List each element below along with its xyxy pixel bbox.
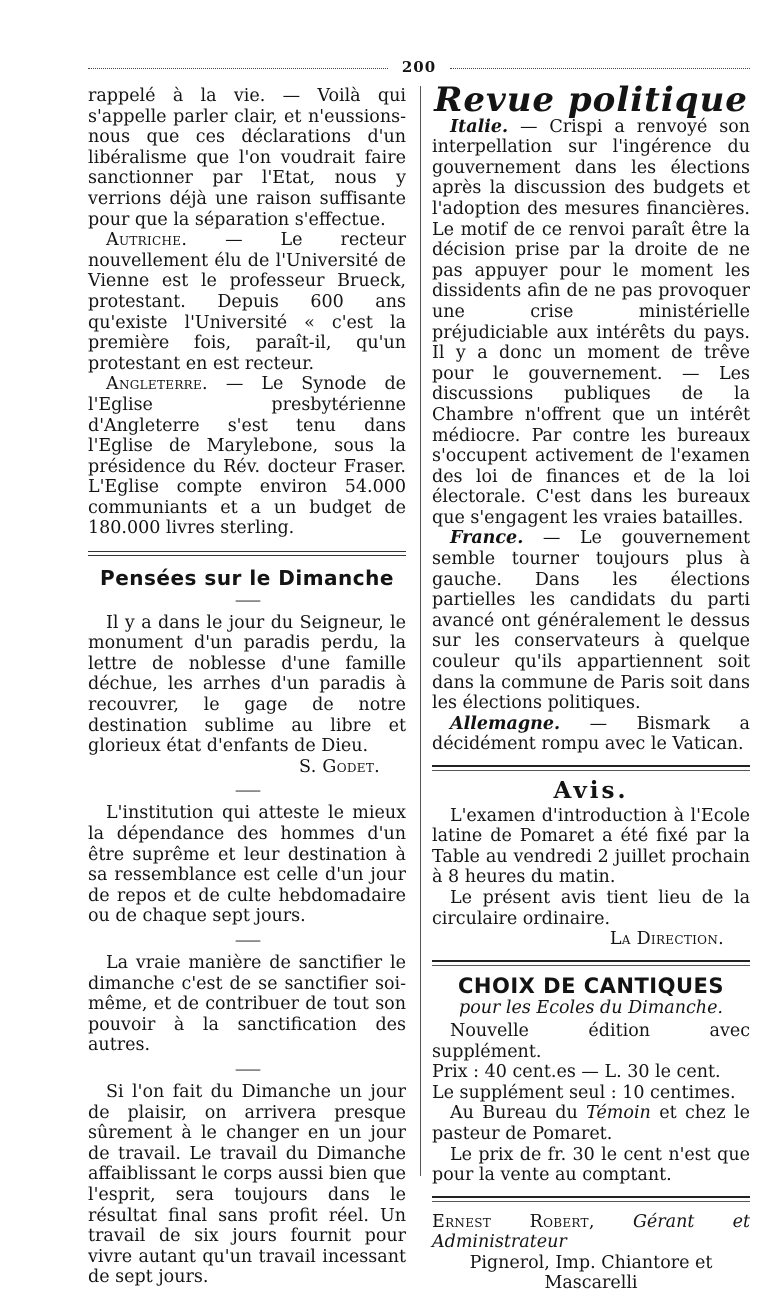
choix-line-2: Prix : 40 cent.es — L. 30 le cent. [432,1062,721,1083]
pensees-paragraph-2: L'institution qui atteste le mieux la dépendance des hommes d'un être suprême et leur destination à sa ressemblance est celle d'un jour de repos et de culte hebdomadaire ou de chaque sept jours. [88,803,406,927]
left-column [88,86,406,1288]
angleterre-text: — Le Synode de l'Eglise presbytérienne d'Angleterre s'est tenu dans l'Eglise de Marylebone, sous la présidence du Rév. docteur Fraser. L'Eglise compte environ 54.000 communiants et a un budget de 180.000 livres sterling. [88,374,406,539]
title-dash: —— [235,592,259,609]
avis-signature [432,929,724,950]
autriche-text: — Le recteur nouvellement élu de l'Université de Vienne est le professeur Brueck, protestant. Depuis 600 ans qu'existe l'Université « c'est la première fois, paraît-il, qu'un protestant en est recteur. [88,230,406,374]
avis-title: Avis. [553,777,629,804]
pensees-paragraph-3: La vraie manière de sanctifier le dimanche c'est de se sanctifier soi-même, et de contribuer de tout son pouvoir à la sanctification des autres. [88,952,406,1056]
signature-direction: La Direction. [609,929,724,950]
pensees-p1-text: Il y a dans le jour du Seigneur, le monument d'un paradis perdu, la lettre de noblesse d'une famille déchue, les arrhes d'un paradis à recouvrer, le gage de notre destination sublime au libre et glorieux état d'enfants de Dieu. [88,612,406,757]
choix-line-5: Le prix de fr. 30 le cent n'est que pour la vente au comptant. [432,1144,750,1186]
section-divider [88,551,406,556]
france-text: — Le gouvernement semble tourner toujours plus à gauche. Dans les élections partielles les candidats du parti avancé ont généralement le dessus sur les conservateurs à quelque couleur qu'ils appartiennent soit dans la commune de Paris soit dans les élections politiques. [432,528,750,714]
section-divider [432,765,750,771]
signature-godet: S. Godet. [299,756,380,777]
autriche-paragraph [88,230,406,374]
separator-dash: —— [235,1061,259,1078]
allemagne-text: — Bismark a décidément rompu avec le Vatican. [432,713,750,755]
avis-paragraph-1: L'examen d'introduction à l'Ecole latine de Pomaret a été fixé par la Table au vendredi 2 juillet prochain à 8 heures du matin. [432,805,750,888]
section-divider [432,1196,750,1202]
allemagne-paragraph [432,714,750,755]
choix-line-1: Nouvelle édition avec supplément. [432,1020,750,1062]
france-paragraph [432,528,750,713]
choix-subtitle: pour les Ecoles du Dimanche. [459,998,723,1019]
autriche-label: Autriche. [106,230,188,251]
choix-line-4 [432,1103,750,1144]
footer-name: Ernest Robert, [432,1211,595,1232]
pensees-paragraph-1 [88,613,406,757]
angleterre-paragraph [88,374,406,539]
choix-l4a: Au Bureau du [450,1103,587,1124]
pensees-signature [88,757,380,778]
right-column [432,80,751,1294]
avis-paragraph-2: Le présent avis tient lieu de la circulaire ordinaire. [432,887,750,929]
italie-label: Italie. [450,116,509,137]
footer-line-2: Pignerol, Imp. Chiantore et Mascarelli [469,1252,713,1294]
revue-title: Revue politique [434,80,748,120]
allemagne-label: Allemagne. [450,713,561,734]
page-header [88,58,750,78]
separator-dash: —— [235,783,259,800]
choix-l4c: et chez le pasteur de Pomaret. [432,1103,750,1144]
footer-role: Gérant et Administrateur [432,1211,751,1253]
separator-dash: —— [235,932,259,949]
intro-paragraph: rappelé à la vie. — Voilà qui s'appelle parler clair, et n'eussions-nous que ces déclarations d'un libéralisme que l'on voudrait faire sanctionner par l'Etat, nous y verrions déjà une raison suffisante pour que la séparation s'effectue. [88,86,406,230]
header-rule-right [450,68,750,69]
pensees-paragraph-4: Si l'on fait du Dimanche un jour de plaisir, on arrivera presque sûrement à le changer en un jour de travail. Le travail du Dimanche affaiblissant le corps aussi bien que l'esprit, sera toujours dans le résultat final sans profit réel. Un travail de six jours fournit pour vivre autant qu'un travail incessant de sept jours. [88,1081,406,1288]
italie-paragraph [432,117,750,529]
page-number: 200 [401,58,437,76]
choix-line-3: Le supplément seul : 10 centimes. [432,1082,736,1103]
italie-text: — Crispi a renvoyé son interpellation sur l'ingérence du gouvernement dans les élections après la discussion des budgets et l'adoption des mesures financières. Le motif de ce renvoi paraît être la décision prise par la droite de ne pas appuyer pour le moment les dissidents afin de ne pas provoquer une crise ministérielle préjudiciable aux intérêts du pays. Il y a donc un moment de trêve pour le gouvernement. — Les discussions publiques de la Chambre n'offrent que un intérêt médiocre. Par contre les bureaux s'occupent activement de l'examen des loi de finances et de la loi électorale. C'est dans les bureaux que s'engagent les vraies batailles. [432,116,750,528]
choix-l4b: Témoin [586,1103,651,1124]
choix-title: CHOIX DE CANTIQUES [458,973,724,998]
column-divider [420,86,421,1176]
france-label: France. [450,528,524,549]
section-divider [432,960,750,966]
pensees-title: Pensées sur le Dimanche [100,566,394,591]
footer-line-1 [432,1212,750,1253]
angleterre-label: Angleterre. [106,374,208,395]
